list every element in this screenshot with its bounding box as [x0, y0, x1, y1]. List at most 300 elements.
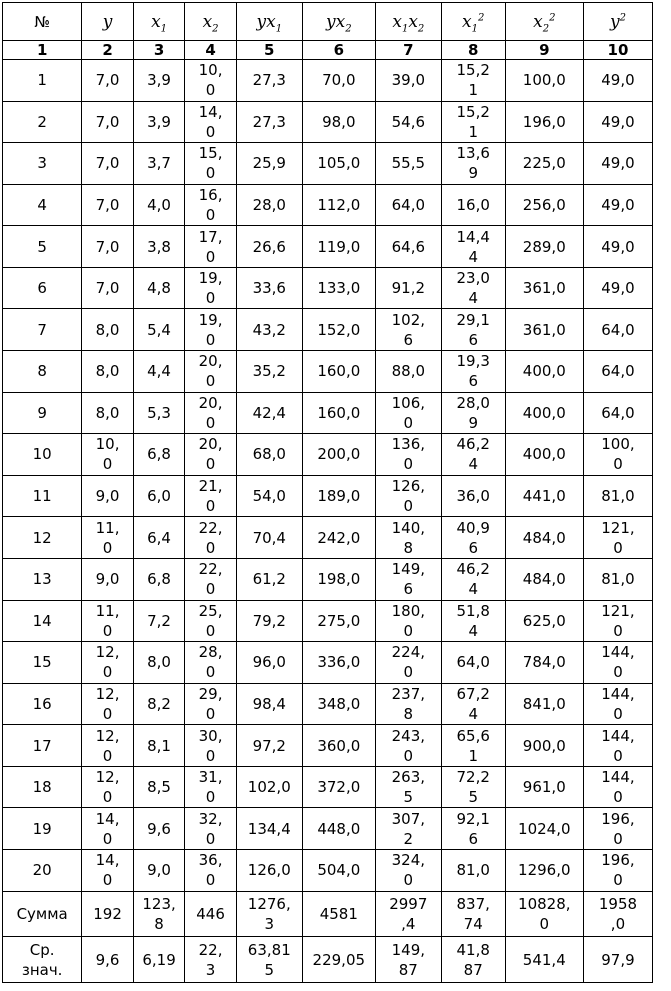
cell-text: 14,4 — [456, 227, 490, 246]
y-squared-value — [583, 600, 652, 642]
cell-text: 81,0 — [456, 861, 490, 880]
cell-text: 0 — [205, 746, 216, 765]
y-squared-value — [583, 808, 652, 850]
cell-text: 134,4 — [247, 819, 291, 838]
cell-text: 14, — [95, 851, 120, 870]
cell-text: 97,2 — [252, 736, 286, 755]
x2-squared-value — [505, 392, 583, 434]
cell-text: 19, — [198, 269, 223, 288]
x2-value — [185, 475, 237, 517]
cell-text: 0 — [205, 247, 216, 266]
y-value — [82, 937, 134, 983]
cell-text: 0 — [205, 413, 216, 432]
cell-text: 0 — [102, 663, 113, 682]
yx1-value — [236, 766, 302, 808]
cell-text: 9 — [468, 164, 478, 183]
cell-text: 64,0 — [456, 653, 490, 672]
cell-text: 17, — [198, 227, 223, 246]
x1-squared-value — [441, 60, 505, 102]
table-row — [3, 600, 653, 642]
y-value — [82, 642, 134, 684]
cell-text: 841,0 — [522, 694, 566, 713]
cell-text: знач. — [21, 960, 63, 979]
cell-text: 324, — [391, 851, 426, 870]
cell-text: 0 — [613, 663, 623, 682]
cell-text: 504,0 — [317, 861, 361, 880]
cell-text: 19 — [32, 819, 52, 838]
cell-text: 7,0 — [95, 279, 120, 298]
column-number: 3 — [133, 41, 185, 60]
cell-text: 7,0 — [95, 237, 120, 256]
cell-text: 242,0 — [317, 528, 361, 547]
header-x1: $x_1$ — [133, 3, 185, 41]
cell-text: 198,0 — [317, 570, 361, 589]
x2-squared-value — [505, 642, 583, 684]
cell-text: 49,0 — [601, 112, 635, 131]
row-number — [3, 891, 82, 937]
cell-text: 275,0 — [317, 611, 361, 630]
x1x2-value — [375, 267, 441, 309]
cell-text: 8 — [37, 362, 47, 381]
x1-value — [133, 517, 185, 559]
x1-squared-value — [441, 725, 505, 767]
y-value — [82, 392, 134, 434]
cell-text: 1024,0 — [518, 819, 571, 838]
cell-text: 360,0 — [317, 736, 361, 755]
x1x2-value — [375, 849, 441, 891]
x2-value — [185, 891, 237, 937]
cell-text: 0 — [102, 621, 113, 640]
cell-text: 0 — [205, 538, 216, 557]
cell-text: 13 — [32, 570, 52, 589]
cell-text: 189,0 — [317, 487, 361, 506]
cell-text: 49,0 — [601, 237, 635, 256]
cell-text: 10828, — [518, 894, 571, 913]
cell-text: 307, — [391, 809, 426, 828]
row-number — [3, 267, 82, 309]
cell-text: 8,2 — [147, 694, 171, 713]
cell-text: 9 — [37, 403, 47, 422]
cell-text: 43,2 — [252, 320, 286, 339]
y-squared-value — [583, 937, 652, 983]
cell-text: 289,0 — [522, 237, 566, 256]
cell-text: 144, — [601, 768, 635, 787]
cell-text: 10, — [198, 61, 223, 80]
cell-text: 0 — [205, 497, 216, 516]
cell-text: 16, — [198, 186, 223, 205]
x2-squared-value — [505, 517, 583, 559]
column-number: 9 — [505, 41, 583, 60]
cell-text: 74 — [463, 914, 483, 933]
cell-text: 8,0 — [147, 653, 171, 672]
table-row — [3, 766, 653, 808]
cell-text: 61,2 — [252, 570, 286, 589]
cell-text: 126, — [391, 477, 426, 496]
cell-text: 4 — [468, 621, 478, 640]
yx2-value — [302, 60, 375, 102]
cell-text: 49,0 — [601, 279, 635, 298]
row-number — [3, 184, 82, 226]
cell-text: 229,05 — [312, 950, 366, 969]
cell-text: 625,0 — [522, 611, 566, 630]
y-value — [82, 725, 134, 767]
cell-text: 6,19 — [142, 950, 176, 969]
yx2-value — [302, 475, 375, 517]
cell-text: 6 — [37, 279, 47, 298]
x1x2-value — [375, 226, 441, 268]
cell-text: 21, — [198, 477, 223, 496]
cell-text: 22, — [198, 560, 223, 579]
cell-text: 92,1 — [456, 809, 490, 828]
x1-value — [133, 143, 185, 185]
yx2-value — [302, 937, 375, 983]
table-row — [3, 849, 653, 891]
cell-text: 8,0 — [95, 320, 120, 339]
yx1-value — [236, 392, 302, 434]
x2-value — [185, 600, 237, 642]
x1-value — [133, 392, 185, 434]
yx1-value — [236, 143, 302, 185]
y-squared-value — [583, 683, 652, 725]
yx2-value — [302, 517, 375, 559]
x2-value — [185, 766, 237, 808]
cell-text: 28, — [198, 643, 223, 662]
yx1-value — [236, 558, 302, 600]
cell-text: 400,0 — [522, 403, 566, 422]
cell-text: 5,3 — [147, 403, 171, 422]
yx1-value — [236, 267, 302, 309]
yx2-value — [302, 351, 375, 393]
x1-squared-value — [441, 351, 505, 393]
cell-text: 1276, — [247, 894, 291, 913]
cell-text: 0 — [403, 413, 414, 432]
x2-value — [185, 808, 237, 850]
y-squared-value — [583, 392, 652, 434]
y-squared-value — [583, 351, 652, 393]
cell-text: 64,6 — [391, 237, 426, 256]
yx1-value — [236, 725, 302, 767]
cell-text: 0 — [613, 538, 623, 557]
table-row — [3, 558, 653, 600]
cell-text: 70,0 — [322, 71, 356, 90]
x1-squared-value — [441, 226, 505, 268]
column-number-row — [3, 41, 653, 60]
cell-text: 336,0 — [317, 653, 361, 672]
y-squared-value — [583, 267, 652, 309]
cell-text: 361,0 — [522, 279, 566, 298]
cell-text: 144, — [601, 684, 635, 703]
cell-text: 256,0 — [522, 196, 566, 215]
cell-text: 49,0 — [601, 71, 635, 90]
cell-text: 180, — [391, 601, 426, 620]
x1-value — [133, 642, 185, 684]
sum-row — [3, 891, 653, 937]
cell-text: 484,0 — [522, 528, 566, 547]
y-value — [82, 766, 134, 808]
table-body — [3, 60, 653, 983]
x2-squared-value — [505, 558, 583, 600]
x1-squared-value — [441, 849, 505, 891]
column-number: 1 — [3, 41, 82, 60]
cell-text: 28,0 — [252, 196, 286, 215]
y-value — [82, 351, 134, 393]
cell-text: 7 — [37, 320, 47, 339]
cell-text: 121, — [601, 518, 635, 537]
cell-text: 3 — [205, 960, 216, 979]
table-row — [3, 434, 653, 476]
cell-text: 35,2 — [252, 362, 286, 381]
x1-squared-value — [441, 475, 505, 517]
cell-text: 20, — [198, 393, 223, 412]
table-row — [3, 226, 653, 268]
cell-text: 51,8 — [456, 601, 490, 620]
row-number — [3, 392, 82, 434]
cell-text: 12, — [95, 768, 120, 787]
cell-text: 64,0 — [601, 362, 635, 381]
cell-text: 4 — [37, 196, 47, 215]
cell-text: 3,9 — [147, 112, 171, 131]
x1x2-value — [375, 434, 441, 476]
x1x2-value — [375, 475, 441, 517]
x2-squared-value — [505, 351, 583, 393]
cell-text: 4 — [468, 704, 478, 723]
cell-text: 0 — [205, 580, 216, 599]
x2-value — [185, 184, 237, 226]
cell-text: 348,0 — [317, 694, 361, 713]
cell-text: 1 — [468, 746, 478, 765]
yx2-value — [302, 849, 375, 891]
x1-value — [133, 891, 185, 937]
cell-text: 6 — [468, 829, 478, 848]
cell-text: 6,0 — [147, 487, 171, 506]
cell-text: 19, — [198, 310, 223, 329]
row-number — [3, 226, 82, 268]
cell-text: 0 — [403, 746, 414, 765]
x1-value — [133, 101, 185, 143]
cell-text: 441,0 — [522, 487, 566, 506]
yx1-value — [236, 517, 302, 559]
cell-text: 20, — [198, 352, 223, 371]
x2-value — [185, 683, 237, 725]
cell-text: 12, — [95, 726, 120, 745]
y-value — [82, 60, 134, 102]
row-number — [3, 725, 82, 767]
yx2-value — [302, 891, 375, 937]
x1x2-value — [375, 808, 441, 850]
yx2-value — [302, 184, 375, 226]
yx2-value — [302, 267, 375, 309]
cell-text: 0 — [403, 497, 414, 516]
cell-text: 2997 — [389, 894, 428, 913]
row-number — [3, 600, 82, 642]
header-x1x2: $x_1x_2$ — [375, 3, 441, 41]
table-row — [3, 475, 653, 517]
x1x2-value — [375, 725, 441, 767]
cell-text: 243, — [391, 726, 426, 745]
cell-text: 0 — [205, 164, 216, 183]
cell-text: 5 — [468, 788, 478, 807]
y-value — [82, 683, 134, 725]
cell-text: 8 — [403, 704, 414, 723]
cell-text: 0 — [613, 704, 623, 723]
header-row — [3, 3, 653, 41]
x1-squared-value — [441, 937, 505, 983]
cell-text: 26,6 — [252, 237, 286, 256]
cell-text: 65,6 — [456, 726, 490, 745]
cell-text: 4581 — [319, 904, 358, 923]
x1-squared-value — [441, 558, 505, 600]
cell-text: 7,0 — [95, 154, 120, 173]
row-number — [3, 808, 82, 850]
x1-squared-value — [441, 891, 505, 937]
table-row — [3, 517, 653, 559]
y-value — [82, 267, 134, 309]
y-value — [82, 309, 134, 351]
cell-text: 8,0 — [95, 403, 120, 422]
cell-text: Сумма — [16, 904, 68, 923]
cell-text: 32, — [198, 809, 223, 828]
y-squared-value — [583, 766, 652, 808]
table-row — [3, 101, 653, 143]
cell-text: 6,8 — [147, 570, 171, 589]
cell-text: 0 — [102, 538, 113, 557]
cell-text: 4 — [468, 247, 478, 266]
cell-text: 64,0 — [391, 196, 426, 215]
cell-text: 25, — [198, 601, 223, 620]
x1-value — [133, 937, 185, 983]
x1x2-value — [375, 600, 441, 642]
cell-text: 3,8 — [147, 237, 171, 256]
yx1-value — [236, 184, 302, 226]
cell-text: 144, — [601, 643, 635, 662]
cell-text: 0 — [102, 746, 113, 765]
cell-text: 7,2 — [147, 611, 171, 630]
cell-text: 11, — [95, 518, 120, 537]
cell-text: 8 — [154, 914, 164, 933]
cell-text: 54,6 — [391, 112, 426, 131]
cell-text: ,0 — [610, 914, 626, 933]
y-value — [82, 143, 134, 185]
yx2-value — [302, 101, 375, 143]
cell-text: 0 — [205, 455, 216, 474]
cell-text: 15, — [198, 144, 223, 163]
x2-value — [185, 558, 237, 600]
cell-text: 140, — [391, 518, 426, 537]
cell-text: 160,0 — [317, 403, 361, 422]
cell-text: 14, — [95, 809, 120, 828]
x1-squared-value — [441, 600, 505, 642]
x1-squared-value — [441, 101, 505, 143]
cell-text: 196, — [601, 809, 635, 828]
cell-text: 0 — [403, 871, 414, 890]
cell-text: 400,0 — [522, 362, 566, 381]
cell-text: 40,9 — [456, 518, 490, 537]
yx2-value — [302, 725, 375, 767]
cell-text: 0 — [205, 289, 216, 308]
header-yx1: $yx_1$ — [236, 3, 302, 41]
cell-text: 6 — [403, 330, 414, 349]
x1x2-value — [375, 558, 441, 600]
cell-text: 7,0 — [95, 196, 120, 215]
cell-text: 5 — [403, 788, 414, 807]
x2-squared-value — [505, 143, 583, 185]
y-value — [82, 808, 134, 850]
row-number — [3, 642, 82, 684]
cell-text: 0 — [613, 746, 623, 765]
cell-text: 0 — [613, 829, 623, 848]
cell-text: 67,2 — [456, 684, 490, 703]
table-row — [3, 683, 653, 725]
yx2-value — [302, 808, 375, 850]
cell-text: 0 — [205, 621, 216, 640]
cell-text: 4,4 — [147, 362, 171, 381]
cell-text: 3 — [37, 154, 47, 173]
yx1-value — [236, 808, 302, 850]
x1-value — [133, 849, 185, 891]
cell-text: 1 — [468, 122, 478, 141]
y-value — [82, 184, 134, 226]
yx2-value — [302, 558, 375, 600]
row-number — [3, 517, 82, 559]
cell-text: 0 — [102, 871, 113, 890]
row-number — [3, 101, 82, 143]
header-x2-squared: $x_2^2$ — [505, 3, 583, 41]
y-squared-value — [583, 309, 652, 351]
cell-text: 225,0 — [522, 154, 566, 173]
cell-text: 0 — [205, 81, 216, 100]
cell-text: 4 — [468, 455, 478, 474]
table-row — [3, 642, 653, 684]
row-number — [3, 849, 82, 891]
cell-text: 22, — [198, 518, 223, 537]
x1-value — [133, 558, 185, 600]
header-no: № — [3, 3, 82, 41]
y-squared-value — [583, 725, 652, 767]
cell-text: 3,9 — [147, 71, 171, 90]
x2-squared-value — [505, 60, 583, 102]
cell-text: 0 — [205, 122, 216, 141]
cell-text: 237, — [391, 684, 426, 703]
cell-text: 100,0 — [522, 71, 566, 90]
cell-text: 0 — [205, 871, 216, 890]
cell-text: 448,0 — [317, 819, 361, 838]
cell-text: 263, — [391, 768, 426, 787]
cell-text: 46,2 — [456, 435, 490, 454]
x2-value — [185, 143, 237, 185]
yx1-value — [236, 101, 302, 143]
yx1-value — [236, 60, 302, 102]
row-number — [3, 309, 82, 351]
cell-text: 152,0 — [317, 320, 361, 339]
cell-text: 70,4 — [252, 528, 286, 547]
cell-text: 49,0 — [601, 196, 635, 215]
cell-text: 102,0 — [247, 778, 291, 797]
header-x2: $x_2$ — [185, 3, 237, 41]
cell-text: 15,2 — [456, 61, 490, 80]
cell-text: 9,0 — [147, 861, 171, 880]
cell-text: 200,0 — [317, 445, 361, 464]
cell-text: 119,0 — [317, 237, 361, 256]
x2-value — [185, 392, 237, 434]
cell-text: 54,0 — [252, 487, 286, 506]
x1-value — [133, 683, 185, 725]
cell-text: 91,2 — [391, 279, 426, 298]
cell-text: 192 — [93, 904, 122, 923]
y-squared-value — [583, 101, 652, 143]
column-number: 4 — [185, 41, 237, 60]
cell-text: 8,1 — [147, 736, 171, 755]
cell-text: 15 — [32, 653, 52, 672]
